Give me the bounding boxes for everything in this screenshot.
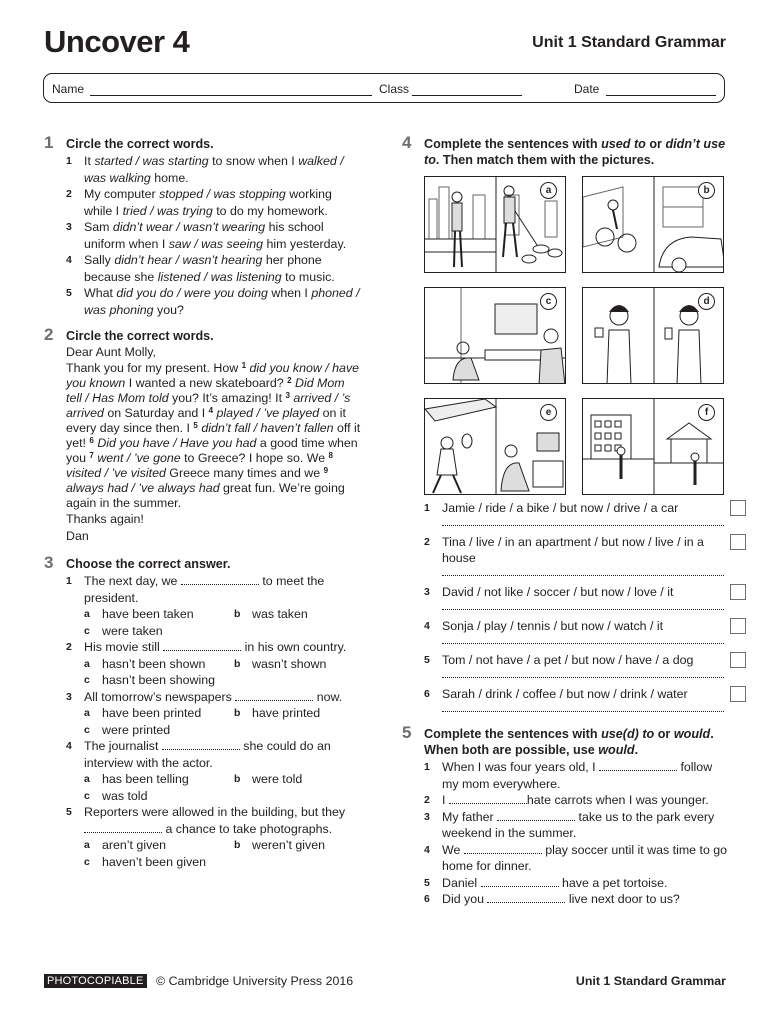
title-part: use(d) to <box>601 727 655 741</box>
picture-letter: b <box>698 182 715 199</box>
option-text: started / was starting <box>94 154 209 168</box>
letter-body <box>66 361 362 511</box>
option-letter: b <box>234 773 241 785</box>
exercise-number: 4 <box>402 133 412 152</box>
text: Greece many times and we <box>165 466 324 480</box>
prompt-text: Tina / live / in an apartment / but now / live / in a house <box>442 535 704 565</box>
gap-number: 8 <box>328 451 333 460</box>
question <box>66 689 362 706</box>
question-text: We <box>442 842 464 857</box>
answer-blank[interactable] <box>464 844 542 854</box>
answer-blank[interactable] <box>163 641 241 651</box>
answer-options <box>66 656 362 689</box>
option-text: walked / was walking <box>84 154 344 185</box>
option-text: phoned / was phoning <box>84 286 360 317</box>
item-number: 3 <box>424 586 430 598</box>
picture-c <box>424 287 566 384</box>
letter-greeting: Dear Aunt Molly, <box>66 345 156 359</box>
option-c[interactable] <box>84 623 234 640</box>
gap-number: 2 <box>287 376 292 385</box>
question <box>66 639 362 656</box>
exercise-item <box>66 219 362 252</box>
text: What <box>84 286 117 300</box>
question-text: His movie still <box>84 640 164 654</box>
item-number: 5 <box>66 806 72 818</box>
exercise-1 <box>44 133 362 318</box>
option-c[interactable] <box>84 788 234 805</box>
option-letter: a <box>84 773 90 785</box>
option-text: was taken <box>252 607 308 621</box>
gap-number: 6 <box>89 436 94 445</box>
text: when I <box>267 286 312 300</box>
item-number: 3 <box>66 221 72 233</box>
option-a[interactable] <box>84 606 234 623</box>
exercise-title: Choose the correct answer. <box>66 557 231 571</box>
option-text: hasn’t been showing <box>102 673 215 687</box>
option-text: visited / ’ve visited <box>66 466 166 480</box>
text: to do my homework. <box>212 203 328 218</box>
question-text: Reporters were allowed in the building, but they <box>84 805 346 819</box>
gap-number: 4 <box>208 406 214 415</box>
question <box>424 842 728 875</box>
match-item <box>424 584 724 610</box>
match-item <box>424 686 724 712</box>
gap-number: 3 <box>285 391 290 400</box>
option-text: were told <box>252 772 303 786</box>
option-text: didn’t wear / wasn’t wearing <box>112 220 266 234</box>
option-text: listened / was listening <box>157 269 282 284</box>
text: Thank you for my present. How <box>66 361 242 375</box>
exercise-number: 2 <box>44 325 54 344</box>
question-text: My father <box>442 809 498 824</box>
item-number: 2 <box>424 794 430 806</box>
text: on Saturday and I <box>103 406 209 420</box>
item-number: 4 <box>66 740 72 752</box>
text: on it every day since then. I <box>66 406 346 435</box>
option-letter: c <box>84 789 90 802</box>
exercise-number: 3 <box>44 553 54 572</box>
text: you? It’s amazing! It <box>168 391 286 405</box>
answer-options <box>66 606 362 639</box>
question-text: live next door to us? <box>565 892 680 906</box>
picture-b <box>582 176 724 273</box>
photocopiable-badge: PHOTOCOPIABLE <box>44 974 147 988</box>
date-field[interactable] <box>606 95 716 96</box>
name-field[interactable] <box>90 95 372 96</box>
answer-blank[interactable] <box>235 691 313 701</box>
exercise-3 <box>44 553 362 870</box>
option-b[interactable] <box>234 606 384 623</box>
option-text: did you know / have you known <box>66 361 360 390</box>
exercise-title <box>424 726 728 758</box>
brand-title: Uncover 4 <box>44 24 190 59</box>
exercise-title: Circle the correct words. <box>66 329 214 343</box>
option-text: haven’t been given <box>102 854 207 869</box>
gap-number: 5 <box>193 421 198 430</box>
picture-a <box>424 176 566 273</box>
option-a[interactable] <box>84 656 234 673</box>
option-text: have been taken <box>102 607 194 621</box>
item-number: 2 <box>66 188 72 200</box>
footer-title: Unit 1 Standard Grammar <box>575 974 726 988</box>
title-part: would <box>673 727 711 741</box>
question <box>424 875 728 892</box>
option-text: have been printed <box>102 706 202 720</box>
item-number: 1 <box>66 575 72 587</box>
question-text: The journalist <box>84 739 162 753</box>
title-part: Complete the sentences with <box>424 137 602 151</box>
gap-number: 1 <box>241 361 247 370</box>
option-letter: c <box>84 855 90 868</box>
picture-e <box>424 398 566 495</box>
answer-checkbox[interactable] <box>730 534 746 550</box>
right-column <box>402 133 728 908</box>
option-text: weren’t given <box>252 838 326 852</box>
match-item <box>424 618 724 644</box>
prompt-text: Sarah / drink / coffee / but now / drink / water <box>442 687 688 701</box>
text: him yesterday. <box>263 236 347 251</box>
item-number: 4 <box>66 254 72 266</box>
gap-number: 7 <box>89 451 94 460</box>
exercise-item <box>66 285 362 318</box>
question <box>66 573 362 606</box>
item-number: 6 <box>424 893 430 905</box>
title-part: or <box>654 727 674 741</box>
answer-checkbox[interactable] <box>730 584 746 600</box>
answer-line[interactable] <box>442 634 724 644</box>
option-a[interactable] <box>84 837 234 854</box>
question-text: Daniel <box>442 875 481 890</box>
copyright: © Cambridge University Press 2016 <box>156 974 354 988</box>
unit-title: Unit 1 Standard Grammar <box>532 34 726 51</box>
option-text: stopped / was stopping <box>159 187 286 201</box>
student-info-bar <box>43 73 725 103</box>
class-field[interactable] <box>412 95 522 96</box>
option-text: aren’t given <box>102 838 167 852</box>
option-text: wasn’t shown <box>252 656 327 671</box>
answer-line[interactable] <box>442 516 724 526</box>
question-text: play soccer until it was time to go home for dinner. <box>442 842 728 873</box>
match-item <box>424 652 724 678</box>
title-part: used to <box>601 137 646 151</box>
option-text: has been telling <box>102 772 189 786</box>
option-text: arrived / ’s arrived <box>66 391 351 420</box>
picture-d <box>582 287 724 384</box>
question-text: Did you <box>442 892 488 906</box>
item-number: 5 <box>424 876 430 889</box>
question-text: When I was four years old, I <box>442 760 600 774</box>
picture-letter: a <box>540 182 557 199</box>
page-header <box>44 24 726 64</box>
exercise-2 <box>44 325 362 544</box>
option-letter: b <box>234 839 241 851</box>
option-a[interactable] <box>84 771 234 788</box>
item-number: 2 <box>424 536 430 548</box>
question-text: have a pet tortoise. <box>558 875 668 890</box>
exercise-number: 1 <box>44 133 54 152</box>
exercise-title <box>424 136 728 168</box>
text: My computer <box>84 187 160 201</box>
question-text: take us to the park every weekend in the summer. <box>442 809 715 840</box>
text: her phone because she <box>84 253 322 284</box>
answer-options <box>66 771 362 804</box>
option-letter: a <box>84 839 90 851</box>
option-letter: a <box>84 608 90 620</box>
question <box>424 759 728 792</box>
exercise-5 <box>402 723 728 908</box>
question <box>66 804 362 837</box>
prompt-text: David / not like / soccer / but now / love / it <box>442 585 674 599</box>
option-text: didn’t hear / wasn’t hearing <box>114 253 263 267</box>
answer-checkbox[interactable] <box>730 652 746 668</box>
option-text: were printed <box>102 722 171 737</box>
answer-options <box>66 837 362 870</box>
option-text: didn’t fall / haven’t fallen <box>197 421 334 435</box>
option-b[interactable] <box>234 656 384 673</box>
name-label: Name <box>52 82 85 96</box>
text: Sally <box>84 253 115 267</box>
text: to music. <box>281 269 335 284</box>
question <box>424 891 728 908</box>
answer-blank[interactable] <box>487 893 565 903</box>
option-text: was told <box>102 788 148 803</box>
item-number: 3 <box>424 810 430 823</box>
option-letter: c <box>84 624 90 637</box>
text: working while I <box>84 187 332 218</box>
text: Sam <box>84 220 113 234</box>
text: his school uniform when I <box>84 220 324 251</box>
question <box>424 809 728 842</box>
match-item <box>424 500 724 526</box>
option-letter: c <box>84 674 90 686</box>
option-b[interactable] <box>234 705 384 722</box>
text: off it yet! <box>66 421 361 450</box>
item-number: 1 <box>424 502 430 514</box>
title-part: . <box>634 743 639 757</box>
option-text: have printed <box>252 706 321 720</box>
option-letter: b <box>234 707 241 719</box>
picture-letter: e <box>540 404 557 421</box>
item-number: 1 <box>424 761 430 773</box>
exercise-number: 5 <box>402 723 412 742</box>
exercise-4-items <box>402 500 728 712</box>
gap-number: 9 <box>323 466 329 475</box>
option-c[interactable] <box>84 672 234 689</box>
letter-signature: Dan <box>66 529 89 543</box>
item-number: 1 <box>66 155 72 167</box>
answer-checkbox[interactable] <box>730 618 746 634</box>
answer-line[interactable] <box>442 566 724 576</box>
picture-letter: f <box>698 404 715 421</box>
picture-letter: d <box>698 293 715 310</box>
exercise-item <box>66 186 362 219</box>
text: It <box>84 154 95 168</box>
question <box>66 738 362 771</box>
exercise-title: Circle the correct words. <box>66 137 214 151</box>
item-number: 6 <box>424 688 430 700</box>
item-number: 5 <box>66 287 72 299</box>
option-text: tried / was trying <box>122 203 213 218</box>
title-part: or <box>645 137 666 151</box>
answer-blank[interactable] <box>481 877 559 887</box>
item-number: 3 <box>66 690 72 703</box>
question-text: to meet the president. <box>84 574 325 605</box>
answer-line[interactable] <box>442 668 724 678</box>
option-text: went / ’ve gone <box>93 451 181 465</box>
question-text: a chance to take photographs. <box>162 821 333 836</box>
answer-blank[interactable] <box>449 794 527 804</box>
option-letter: a <box>84 657 90 670</box>
answer-blank[interactable] <box>84 823 162 833</box>
item-number: 2 <box>66 641 72 653</box>
answer-blank[interactable] <box>497 811 575 821</box>
picture-grid <box>424 176 724 516</box>
prompt-text: Tom / not have / a pet / but now / have / a dog <box>442 653 694 667</box>
option-text: played / ’ve played <box>213 406 320 420</box>
option-text: Did Mom tell / Has Mom told <box>66 376 345 405</box>
page-footer <box>44 974 726 990</box>
item-number: 4 <box>424 843 430 856</box>
option-a[interactable] <box>84 705 234 722</box>
title-part: would <box>598 743 635 757</box>
exercise-4 <box>402 133 728 168</box>
option-letter: b <box>234 657 241 670</box>
left-column <box>44 133 362 870</box>
question-text: she could do an interview with the actor. <box>84 739 331 770</box>
question-text: All tomorrow’s newspapers <box>84 689 236 704</box>
title-part: . Then match them with the pictures. <box>435 153 655 167</box>
answer-options <box>66 705 362 738</box>
option-b[interactable] <box>234 837 384 854</box>
exercise-item <box>66 252 362 285</box>
item-number: 5 <box>424 654 430 666</box>
title-part: didn’t use to <box>424 137 726 167</box>
match-item <box>424 534 724 576</box>
option-c[interactable] <box>84 854 234 871</box>
option-letter: a <box>84 707 90 719</box>
answer-blank[interactable] <box>181 575 259 585</box>
answer-checkbox[interactable] <box>730 500 746 516</box>
letter-thanks: Thanks again! <box>66 512 144 526</box>
title-part: . When both are possible, use <box>424 727 714 757</box>
question-text: in his own country. <box>241 640 347 654</box>
question-text: follow my mom everywhere. <box>442 760 713 791</box>
picture-letter: c <box>540 293 557 310</box>
option-letter: b <box>234 608 241 620</box>
question <box>424 792 728 809</box>
answer-line[interactable] <box>442 702 724 712</box>
exercise-item <box>66 153 362 186</box>
answer-line[interactable] <box>442 600 724 610</box>
text: you? <box>153 302 184 317</box>
option-text: were taken <box>102 623 163 638</box>
title-part: Complete the sentences with <box>424 727 602 741</box>
question-text: The next day, we <box>84 574 181 588</box>
item-number: 4 <box>424 620 430 632</box>
text: home. <box>150 170 189 185</box>
option-c[interactable] <box>84 722 234 739</box>
option-text: saw / was seeing <box>168 236 264 251</box>
text: great fun. We’re going again in the summer. <box>66 481 345 510</box>
prompt-text: Sonja / play / tennis / but now / watch / it <box>442 619 664 633</box>
text: to snow when I <box>208 154 299 168</box>
answer-checkbox[interactable] <box>730 686 746 702</box>
text: I wanted a new skateboard? <box>125 376 288 390</box>
text: a good time when you <box>66 436 358 465</box>
option-text: always had / ’ve always had <box>66 481 220 495</box>
picture-f <box>582 398 724 495</box>
question-text: I <box>442 793 449 807</box>
option-text: hasn’t been shown <box>102 656 206 671</box>
text: to Greece? I hope so. We <box>180 451 329 465</box>
option-b[interactable] <box>234 771 384 788</box>
option-text: did you do / were you doing <box>116 286 268 300</box>
prompt-text: Jamie / ride / a bike / but now / drive / a car <box>442 501 679 515</box>
option-letter: c <box>84 723 90 736</box>
option-text: Did you have / Have you had <box>93 436 257 450</box>
answer-blank[interactable] <box>162 740 240 750</box>
answer-blank[interactable] <box>599 761 677 771</box>
date-label: Date <box>574 82 600 96</box>
question-text: hate carrots when I was younger. <box>526 793 709 807</box>
question-text: now. <box>313 689 343 704</box>
class-label: Class <box>379 82 410 96</box>
